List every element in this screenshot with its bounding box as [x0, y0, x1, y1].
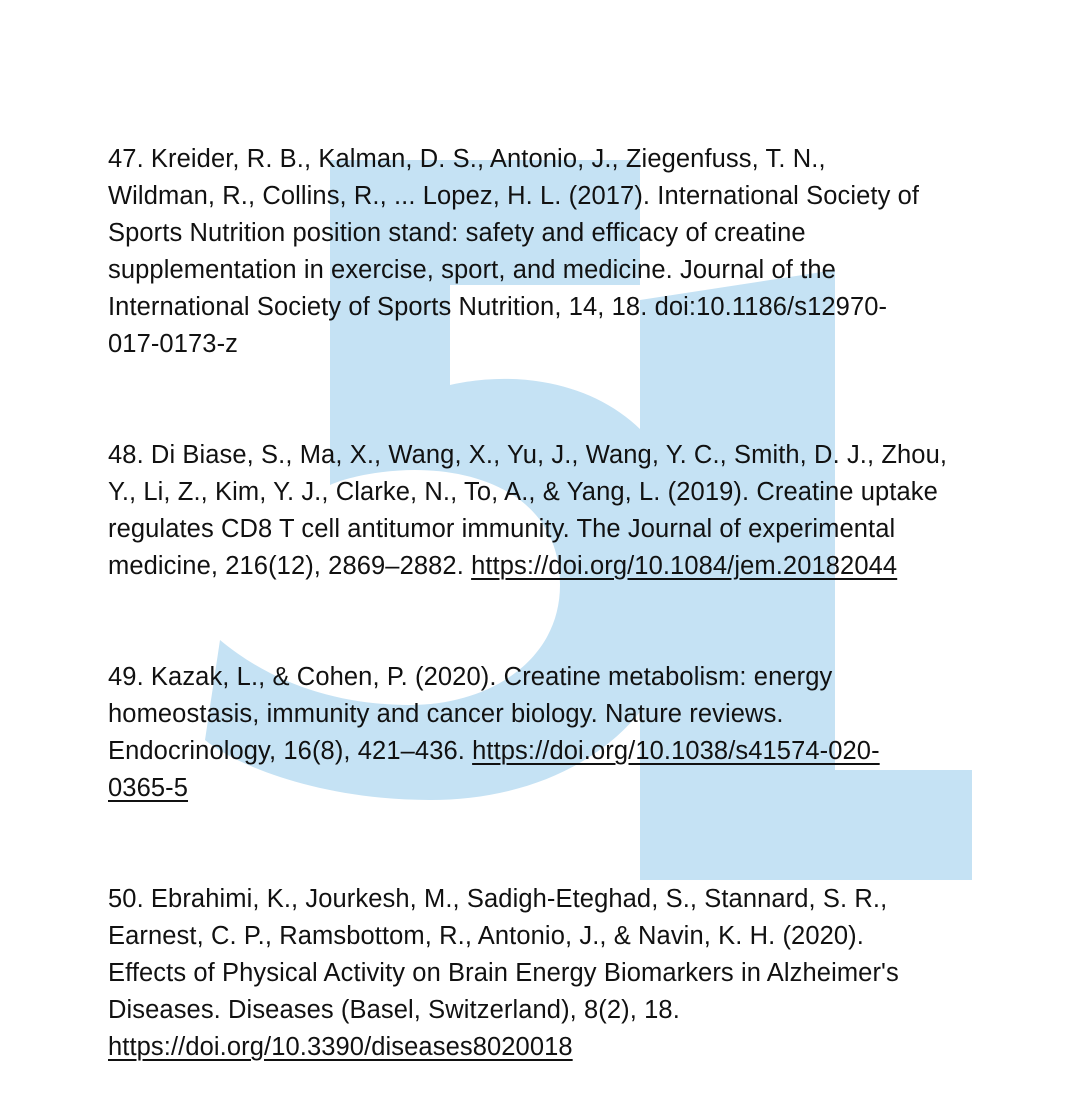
references-list: [108, 104, 978, 1103]
doi-link[interactable]: https://doi.org/10.3390/diseases8020018: [108, 1033, 573, 1061]
reference-49: [108, 622, 978, 807]
reference-text: 48. Di Biase, S., Ma, X., Wang, X., Yu, J., Wang, Y. C., Smith, D. J., Zhou, Y., Li, Z., Kim, Y. J., Clarke, N., To, A., & Yang, L. (2019). Creatine uptake regulates CD8 T cell antitumor immunity. The Journal of experimental medicine, 216(12), 2869–2882.: [108, 441, 948, 580]
doi-link[interactable]: https://doi.org/10.1038/s41574-020- 0365-5: [108, 737, 880, 802]
reference-47: [108, 104, 978, 363]
reference-text: 49. Kazak, L., & Cohen, P. (2020). Creatine metabolism: energy homeostasis, immunity and cancer biology. Nature reviews. Endocrinology, 16(8), 421–436.: [108, 663, 833, 765]
reference-48: [108, 400, 978, 585]
reference-50: [108, 844, 978, 1066]
reference-text: 47. Kreider, R. B., Kalman, D. S., Antonio, J., Ziegenfuss, T. N., Wildman, R., Collins, R., ... Lopez, H. L. (2017). International Society of Sports Nutrition position stand: safety and efficacy of creatine supplementation in exercise, sport, and medicine. Journal of the International Society of Sports Nutrition, 14, 18. doi:10.1186/s12970- 017-0173-z: [108, 145, 920, 358]
reference-text: 50. Ebrahimi, K., Jourkesh, M., Sadigh-Eteghad, S., Stannard, S. R., Earnest, C. P., Ramsbottom, R., Antonio, J., & Navin, K. H. (2020). Effects of Physical Activity on Brain Energy Biomarkers in Alzheimer's Diseases. Diseases (Basel, Switzerland), 8(2), 18.: [108, 885, 899, 1024]
doi-link[interactable]: https://doi.org/10.1084/jem.20182044: [471, 552, 898, 580]
